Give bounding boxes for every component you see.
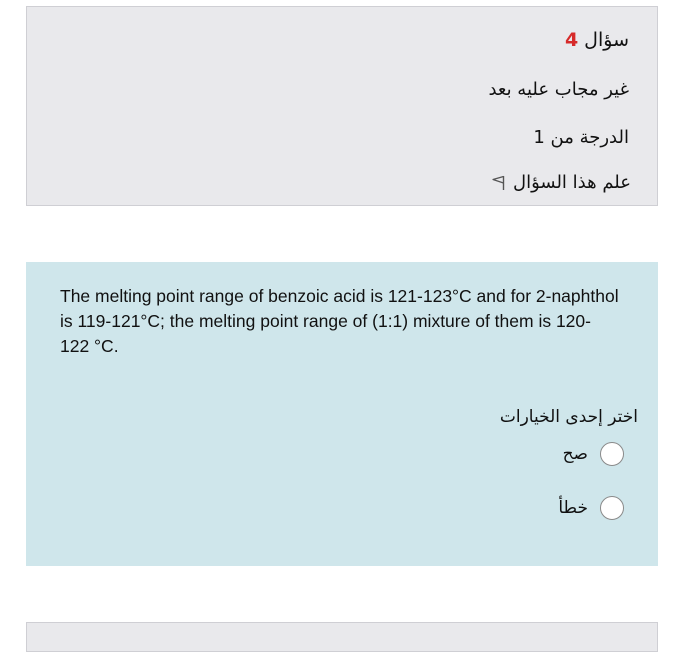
question-status: غير مجاب عليه بعد xyxy=(488,79,629,100)
flag-question-button[interactable] xyxy=(491,172,631,193)
next-question-panel xyxy=(26,622,658,652)
question-content-panel xyxy=(26,262,658,566)
option-false-label: خطأ xyxy=(558,498,588,518)
question-grade: الدرجة من 1 xyxy=(533,127,629,148)
question-text: The melting point range of benzoic acid is 121-123°C and for 2-naphthol is 119-121°C; the melting point range of (1:1) mixture of them is 120-122 °C. xyxy=(60,286,619,356)
radio-button-true[interactable] xyxy=(600,442,624,466)
question-number: 4 xyxy=(564,29,579,51)
option-true-label: صح xyxy=(562,444,588,464)
question-label: سؤال xyxy=(584,29,629,51)
flag-label: علم هذا السؤال xyxy=(513,172,631,193)
flag-outline-icon xyxy=(491,175,505,191)
option-true[interactable] xyxy=(563,442,624,466)
question-info-panel xyxy=(26,6,658,206)
radio-button-false[interactable] xyxy=(600,496,624,520)
option-false[interactable] xyxy=(558,496,624,520)
choose-option-prompt: اختر إحدى الخيارات xyxy=(499,407,638,427)
question-title xyxy=(565,29,629,51)
